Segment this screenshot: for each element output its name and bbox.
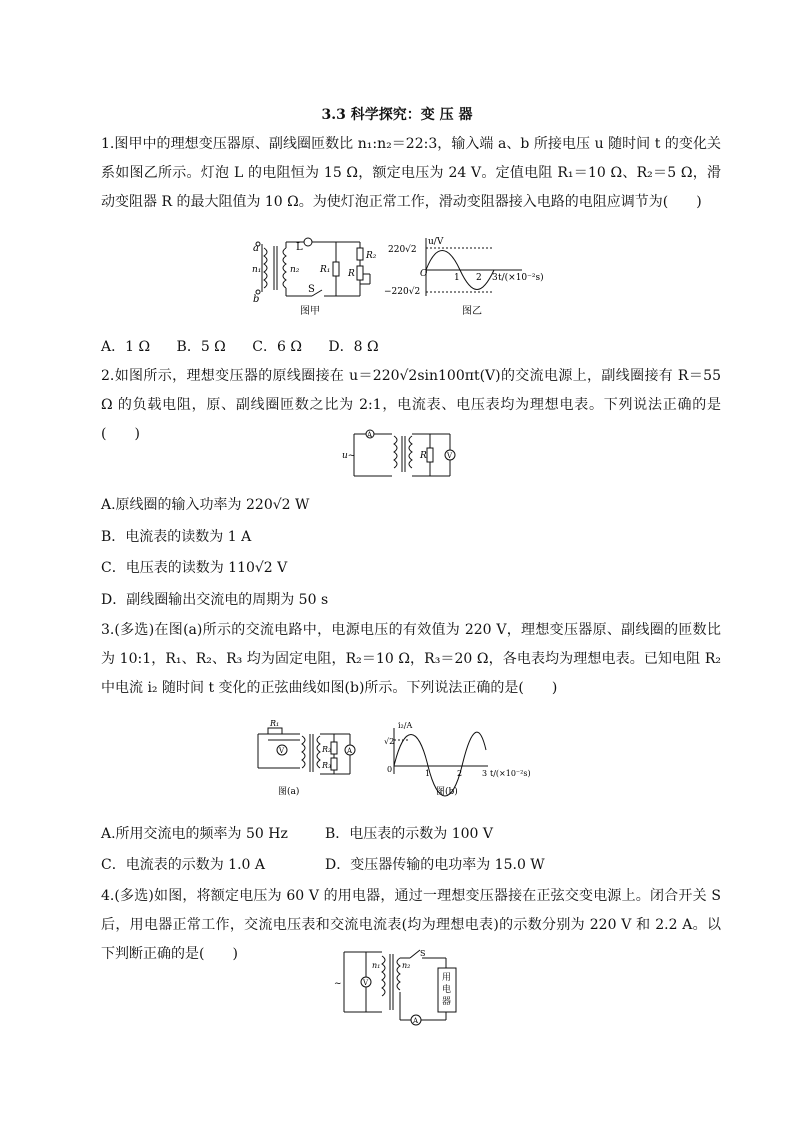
svg-text:u~: u~ [342, 451, 356, 461]
svg-text:3: 3 [492, 273, 498, 283]
svg-text:n₂: n₂ [402, 961, 411, 970]
page-title: 3.3 科学探究：变 压 器 [321, 107, 473, 123]
svg-text:电: 电 [442, 985, 452, 995]
svg-text:S: S [308, 284, 315, 295]
q1-options [101, 336, 401, 356]
q2-figure [340, 424, 470, 482]
q3-fig-b-label: 图(b) [436, 787, 458, 797]
q3-option-c: C．电流表的示数为 1.0 A [101, 857, 265, 873]
svg-text:R₁: R₁ [320, 265, 331, 275]
q1-option-c: C．6 Ω [252, 339, 302, 355]
svg-text:2: 2 [457, 769, 463, 778]
svg-text:R: R [420, 451, 427, 461]
svg-text:V: V [363, 979, 369, 987]
svg-text:S: S [420, 949, 426, 958]
svg-text:b: b [253, 294, 260, 305]
q1-option-b: B．5 Ω [176, 339, 226, 355]
svg-text:t/(×10⁻²s): t/(×10⁻²s) [498, 273, 544, 283]
svg-text:A: A [413, 1017, 419, 1025]
q1-fig-a-label: 图甲 [300, 306, 320, 317]
q3-option-b: B．电压表的示数为 100 V [325, 826, 494, 842]
svg-text:A: A [347, 747, 353, 755]
q1-fig-b-label: 图乙 [462, 306, 482, 317]
question-1-text: 1.图甲中的理想变压器原、副线圈匝数比 n₁:n₂＝22:3，输入端 a、b 所接电压 u 随时间 t 的变化关系如图乙所示。灯泡 L 的电阻恒为 15 Ω，额定电压为 24 V。定值电阻 R₁＝10 Ω、R₂＝5 Ω，滑动变阻器 R 的最大阻值为 10 Ω。为使灯泡正常工作，滑动变阻器接入电路的电阻应调节为( ) [101, 136, 721, 210]
q1-option-d: D．8 Ω [328, 339, 379, 355]
svg-text:用: 用 [442, 973, 452, 983]
svg-text:0: 0 [387, 765, 393, 774]
svg-text:√2: √2 [384, 737, 395, 746]
svg-text:n₁: n₁ [252, 265, 262, 275]
q2-option-d: D．副线圈输出交流电的周期为 50 s [101, 592, 329, 608]
question-3-text: 3.(多选)在图(a)所示的交流电路中，电源电压的有效值为 220 V，理想变压器原、副线圈的匝数比为 10:1，R₁、R₂、R₃ 均为固定电阻，R₂＝10 Ω，R₃＝20 Ω，各电表均为理想电表。已知电阻 R₂ 中电流 i₂ 随时间 t 变化的正弦曲线如图(b)所示。下列说法正确的是( ) [101, 622, 721, 696]
svg-text:t/(×10⁻²s): t/(×10⁻²s) [490, 769, 531, 778]
svg-text:V: V [447, 452, 453, 460]
svg-text:R₃: R₃ [322, 761, 332, 770]
svg-text:a: a [253, 243, 259, 254]
svg-text:~: ~ [334, 979, 342, 989]
svg-text:器: 器 [442, 997, 452, 1007]
question-2-text: 2.如图所示，理想变压器的原线圈接在 u＝220√2sin100πt(V)的交流电源上，副线圈接有 R＝55 Ω 的负载电阻，原、副线圈匝数之比为 2:1，电流表、电压表均为理想电表。下列说法正确的是( ) [101, 368, 721, 442]
svg-text:2: 2 [476, 273, 482, 283]
svg-text:3: 3 [482, 769, 488, 778]
q4-figure [334, 946, 464, 1026]
svg-text:220√2: 220√2 [388, 245, 417, 255]
q2-option-c: C．电压表的读数为 110√2 V [101, 560, 288, 576]
question-4-text: 4.(多选)如图，将额定电压为 60 V 的用电器，通过一理想变压器接在正弦交变电源上。闭合开关 S 后，用电器正常工作，交流电压表和交流电流表(均为理想电表)的示数分别为 220 V 和 2.2 A。以下判断正确的是( ) [101, 888, 721, 962]
svg-text:R₁: R₁ [270, 720, 280, 728]
svg-text:u/V: u/V [428, 237, 444, 247]
q3-fig-a-label: 图(a) [278, 787, 300, 797]
svg-text:−220√2: −220√2 [384, 287, 421, 297]
svg-text:A: A [367, 431, 373, 439]
q1-figure [250, 234, 550, 318]
svg-text:R₂: R₂ [322, 745, 332, 754]
q3-figure [248, 720, 534, 800]
svg-text:V: V [279, 747, 285, 755]
svg-text:i₂/A: i₂/A [398, 721, 413, 730]
q3-option-a: A.所用交流电的频率为 50 Hz [101, 826, 288, 842]
svg-text:n₂: n₂ [290, 265, 300, 275]
q2-option-b: B．电流表的读数为 1 A [101, 529, 252, 545]
q2-option-a: A.原线圈的输入功率为 220√2 W [101, 497, 310, 513]
q3-option-d: D．变压器传输的电功率为 15.0 W [325, 857, 545, 873]
svg-text:n₁: n₁ [372, 961, 381, 970]
svg-text:R: R [348, 269, 355, 279]
svg-text:L: L [296, 242, 303, 253]
svg-text:1: 1 [454, 273, 460, 283]
svg-text:R₂: R₂ [366, 251, 377, 261]
svg-text:1: 1 [425, 769, 431, 778]
q1-option-a: A．1 Ω [101, 339, 151, 355]
svg-text:O: O [420, 269, 428, 279]
